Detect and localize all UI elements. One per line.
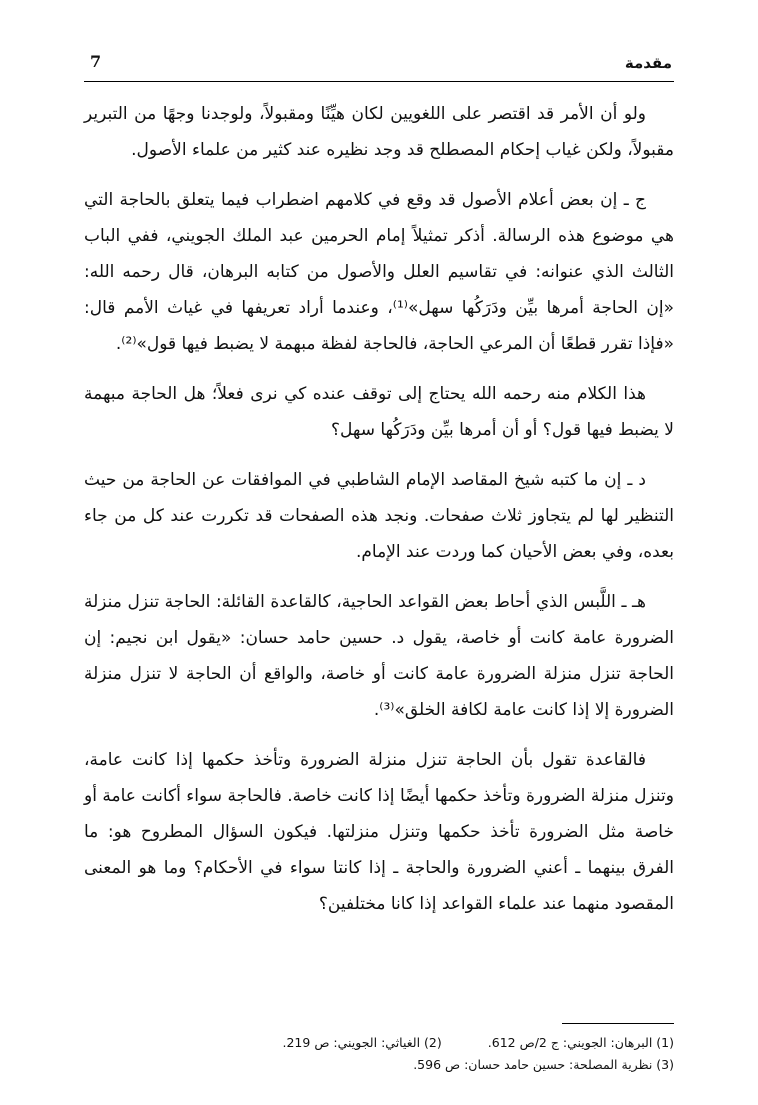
footnote-rule: [562, 1023, 674, 1024]
footnote-line-2: [84, 1054, 674, 1076]
paragraph-commentary: هذا الكلام منه رحمه الله يحتاج إلى توقف عنده كي نرى فعلاً؛ هل الحاجة مبهمة لا يضبط فيها قول؟ أو أن أمرها بيِّن ودَرَكُها سهل؟: [84, 384, 674, 440]
header-rule: [84, 81, 674, 82]
paragraph-intro: ولو أن الأمر قد اقتصر على اللغويين لكان هيِّنًا ومقبولاً، ولوجدنا وجهًا من التبرير مقبولاً، ولكن غياب إحكام المصطلح قد وجد نظيره عند كثير من علماء الأصول.: [84, 104, 674, 160]
running-title: مقدمة: [624, 54, 672, 72]
page-number: 7: [90, 52, 102, 71]
footnote-1: (1) البرهان: الجويني: ج 2/ص 612.: [487, 1035, 674, 1050]
paragraph-jeem: ج ـ إن بعض أعلام الأصول قد وقع في كلامهم اضطراب فيما يتعلق بالحاجة التي هي موضوع هذه الرسالة. أذكر تمثيلاً إمام الحرمين عبد الملك الجويني، ففي الباب الثالث الذي عنوانه: في تقاسيم العلل والأصول من كتابه البرهان، قال رحمه الله: «إن الحاجة أمرها بيِّن ودَرَكُها سهل»⁽¹⁾، وعندما أراد تعريفها في غياث الأمم قال: «فإذا تقرر قطعًا أن المرعي الحاجة، فالحاجة لفظة مبهمة لا يضبط فيها قول»⁽²⁾.: [84, 190, 674, 354]
footnotes: [84, 1032, 674, 1076]
footnote-line-1: [84, 1032, 674, 1054]
body-text: [84, 96, 674, 936]
paragraph-question: فالقاعدة تقول بأن الحاجة تنزل منزلة الضرورة وتأخذ حكمها إذا كانت عامة، وتنزل منزلة الضرورة وتأخذ حكمها أيضًا إذا كانت خاصة. فالحاجة سواء أكانت عامة أو خاصة مثل الضرورة تأخذ حكمها وتنزل منزلتها. فيكون السؤال المطروح هو: ما الفرق بينهما ـ أعني الضرورة والحاجة ـ إذا كانتا سواء في الأحكام؟ وما هو المعنى المقصود منهما عند علماء القواعد إذا كانا مختلفين؟: [84, 750, 674, 914]
page-header: [84, 48, 674, 82]
footnote-3: (3) نظرية المصلحة: حسين حامد حسان: ص 596.: [413, 1057, 674, 1072]
footnote-2: (2) الغياثي: الجويني: ص 219.: [282, 1035, 442, 1050]
paragraph-dal: د ـ إن ما كتبه شيخ المقاصد الإمام الشاطبي في الموافقات عن الحاجة من حيث التنظير لها لم يتجاوز ثلاث صفحات. ونجد هذه الصفحات قد تكررت عند كل من جاء بعده، وفي بعض الأحيان كما وردت عند الإمام.: [84, 470, 674, 562]
paragraph-ha: هـ ـ اللَّبس الذي أحاط بعض القواعد الحاجية، كالقاعدة القائلة: الحاجة تنزل منزلة الضرورة عامة كانت أو خاصة، يقول د. حسين حامد حسان: «يقول ابن نجيم: إن الحاجة تنزل منزلة الضرورة عامة كانت أو خاصة، والواقع أن الحاجة لا تنزل منزلة الضرورة إلا إذا كانت عامة لكافة الخلق»⁽³⁾.: [84, 592, 674, 720]
